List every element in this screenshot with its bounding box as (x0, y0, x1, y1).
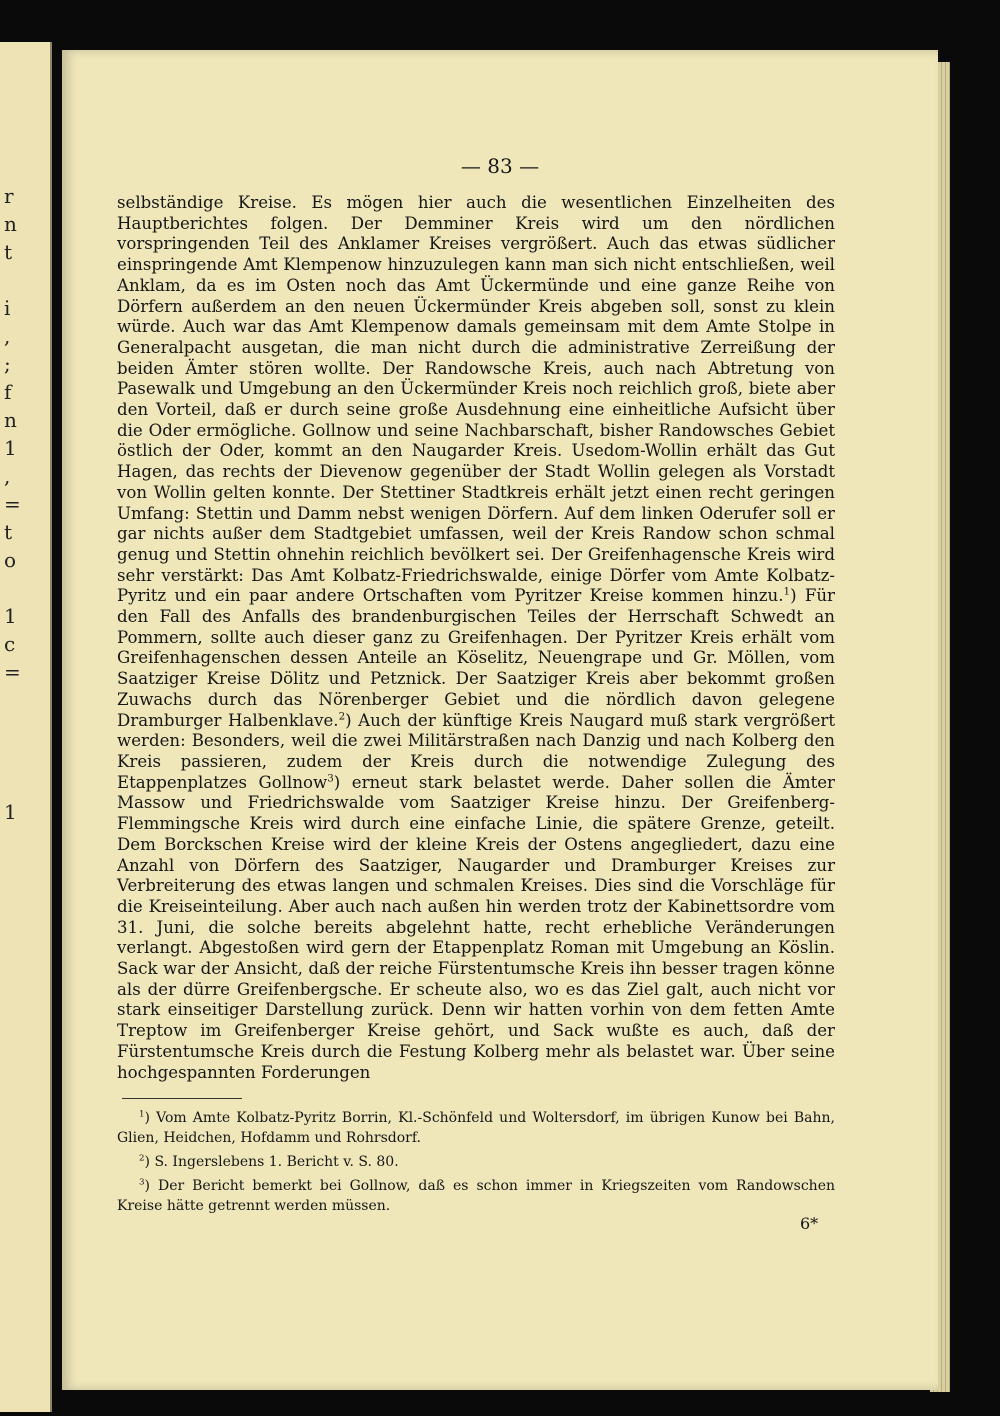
footnote-ref-2: 2 (338, 710, 346, 723)
book-page (62, 50, 938, 1390)
margin-mark: n (4, 408, 17, 432)
footnote-mark: 1 (139, 1109, 145, 1120)
margin-mark (4, 770, 34, 798)
margin-mark (4, 266, 34, 294)
footnotes (117, 1108, 835, 1220)
margin-mark: i (4, 296, 11, 320)
margin-mark (4, 686, 34, 714)
body-segment-4: ) erneut stark belastet werde. Daher sollen die Ämter Massow und Friedrichswalde vom Saatziger Kreise hinzu. Der Greifenberg-Flemmingsche Kreis wird durch eine einfache Linie, die spätere Grenze, geteilt. Dem Borckschen Kreise wird der kleine Kreis der Ostens angegliedert, dazu eine Anzahl von Dörfern des Saatziger, Naugarder und Dramburger Kreises zur Verbreiterung des etwas langen und schmalen Kreises. Dies sind die Vorschläge für die Kreiseinteilung. Aber auch nach außen hin werden trotz der Kabinettsordre vom 31. Juni, die solche bereits abgelehnt hatte, recht erhebliche Veränderungen verlangt. Abgestoßen wird gern der Etappenplatz Roman mit Umgebung an Köslin. Sack war der Ansicht, daß der reiche Fürstentumsche Kreis ihn besser tragen könne als der dürre Greifenbergsche. Er scheute also, wo es das Ziel galt, auch nicht vor stark einseitiger Darstellung zurück. Denn wir hatten vorhin von dem fetten Amte Treptow im Greifenberger Kreise gehört, und Sack wußte es auch, daß der Fürstentumsche Kreis durch die Festung Kolberg mehr als belastet war. Über seine hochgespannten Forderungen (117, 772, 835, 1082)
margin-mark: 1 (4, 436, 17, 460)
footnote-3 (117, 1176, 835, 1216)
margin-mark (4, 574, 34, 602)
footnote-ref-3: 3 (327, 772, 334, 785)
footnote-ref-1: 1 (783, 585, 791, 598)
footnote-text: ) Der Bericht bemerkt bei Gollnow, daß es schon immer in Kriegszeiten vom Randowschen Kreise hätte getrennt werden müssen. (117, 1178, 835, 1214)
footnote-2 (117, 1152, 835, 1172)
footnote-mark: 3 (139, 1177, 145, 1188)
body-segment-2: ) Für den Fall des Anfalls des brandenburgischen Teiles der Herrschaft Schwedt an Pommern, sollte auch dieser ganz zu Greifenhagen. Der Pyritzer Kreis erhält vom Greifenhagenschen dessen Anteile an Köselitz, Neuengrape und Gr. Möllen, vom Saatziger Kreise Dölitz und Petznick. Der Saatziger Kreis aber bekommt großen Zuwachs durch das Nörenberger Gebiet und die nördlich davon gelegene Dramburger Halbenklave. (117, 586, 835, 730)
footnote-mark: 2 (139, 1153, 145, 1164)
margin-mark: r (4, 184, 14, 208)
margin-mark: = (4, 660, 21, 684)
margin-mark: c (4, 632, 16, 656)
margin-mark: 1 (4, 800, 17, 824)
margin-mark: = (4, 492, 21, 516)
footnote-text: ) Vom Amte Kolbatz-Pyritz Borrin, Kl.-Schönfeld und Woltersdorf, im übrigen Kunow bei Bahn, Glien, Heidchen, Hofdamm und Rohrsdorf. (117, 1110, 835, 1146)
margin-mark: n (4, 212, 17, 236)
left-page-edge (0, 42, 52, 1412)
margin-mark: t (4, 240, 13, 264)
margin-mark: 1 (4, 604, 17, 628)
footnote-rule (122, 1098, 242, 1099)
signature-mark: 6* (800, 1214, 819, 1233)
page-number: — 83 — (460, 154, 540, 178)
margin-mark: ; (4, 352, 11, 376)
margin-mark (4, 714, 34, 742)
body-segment-1: selbständige Kreise. Es mögen hier auch die wesentlichen Einzelheiten des Hauptberichtes folgen. Der Demminer Kreis wird um den nördlichen vorspringenden Teil des Anklamer Kreises vergrößert. Auch das etwas südlicher einspringende Amt Klempenow hinzuzulegen kann man sich nicht entschließen, weil Anklam, da es im Osten noch das Amt Ückermünde und eine ganze Reihe von Dörfern außerdem an den neuen Ückermünder Kreis abgeben soll, sonst zu klein würde. Auch war das Amt Klempenow damals gemeinsam mit dem Amte Stolpe in Generalpacht ausgetan, die man nicht durch die administrative Zerreißung der beiden Ämter stören wollte. Der Randowsche Kreis, auch nach Abtretung von Pasewalk und Umgebung an den Ückermünder Kreis noch reichlich groß, biete aber den Vorteil, daß er durch seine große Ausdehnung eine einheitliche Aufsicht über die Oder ermögliche. Gollnow und seine Nachbarschaft, bisher Randowsches Gebiet östlich der Oder, kommt an den Naugarder Kreis. Usedom-Wollin erhält das Gut Hagen, das rechts der Dievenow gegenüber der Stadt Wollin gelegen als Vorstadt von Wollin gelten konnte. Der Stettiner Stadtkreis erhält jetzt einen recht geringen Umfang: Stettin und Damm nebst wenigen Dörfern. Auf dem linken Oderufer soll er gar nichts außer dem Stadtgebiet umfassen, weil der Kreis Randow schon schmal genug und Stettin ohnehin reichlich bevölkert sei. Der Greifenhagensche Kreis wird sehr verstärkt: Das Amt Kolbatz-Friedrichswalde, einige Dörfer vom Amte Kolbatz-Pyritz und ein paar andere Ortschaften vom Pyritzer Kreise kommen hinzu. (117, 193, 835, 606)
left-page-margin-marks (4, 182, 34, 826)
body-text (117, 193, 835, 1083)
footnote-1 (117, 1108, 835, 1148)
body-paragraph (117, 193, 835, 1083)
margin-mark: o (4, 548, 17, 572)
margin-mark: t (4, 520, 13, 544)
footnote-text: ) S. Ingerslebens 1. Bericht v. S. 80. (144, 1154, 399, 1170)
margin-mark: , (4, 324, 11, 348)
margin-mark: , (4, 464, 11, 488)
body-segment-3: ) Auch der künftige Kreis Naugard muß stark vergrößert werden: Besonders, weil die zwei Militärstraßen nach Danzig und nach Kolberg den Kreis passieren, zudem der Kreis durch die notwendige Zulegung des Etappenplatzes Gollnow (117, 710, 836, 792)
margin-mark: f (4, 380, 12, 404)
margin-mark (4, 742, 34, 770)
